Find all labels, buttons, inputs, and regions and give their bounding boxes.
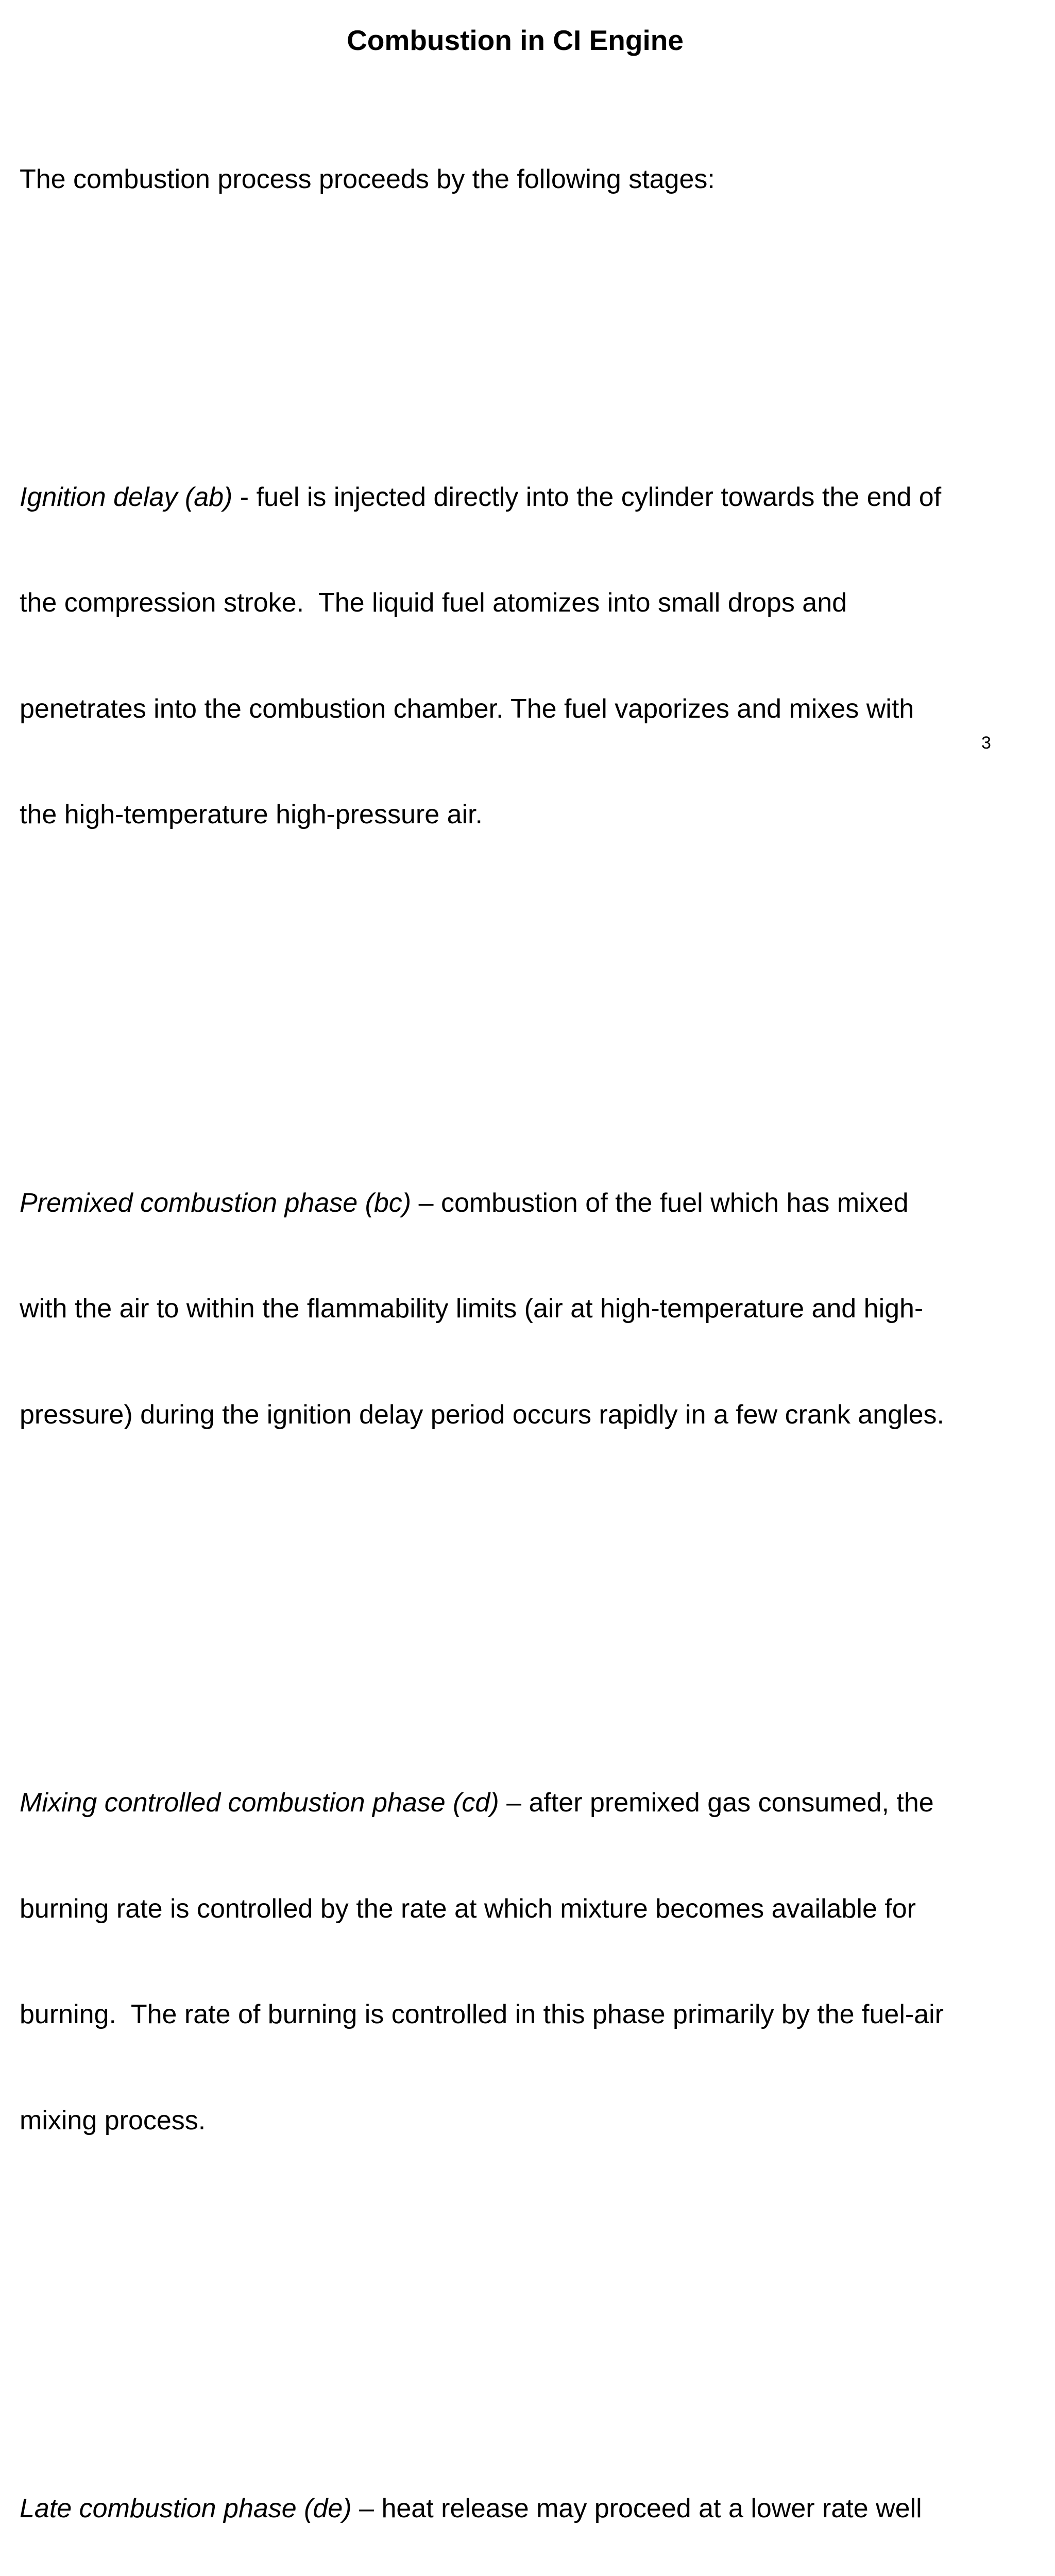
stage-ignition-delay bbox=[20, 409, 1045, 903]
stage-line: mixing process. bbox=[20, 2105, 206, 2136]
stage-premixed-combustion bbox=[20, 1115, 1045, 1503]
stage-term: Ignition delay (ab) bbox=[20, 482, 233, 512]
stage-late-combustion bbox=[20, 2420, 1045, 2576]
stage-line: pressure) during the ignition delay period occurs rapidly in a few crank angles. bbox=[20, 1399, 944, 1430]
stage-line: burning rate is controlled by the rate at which mixture becomes available for bbox=[20, 1893, 916, 1924]
stage-term: Mixing controlled combustion phase (cd) bbox=[20, 1788, 499, 1818]
stage-term: Premixed combustion phase (bc) bbox=[20, 1188, 412, 1218]
stage-text: – after premixed gas consumed, the bbox=[499, 1788, 934, 1818]
page-number: 3 bbox=[981, 733, 991, 753]
stage-line bbox=[20, 2491, 1045, 2527]
stage-line: the high-temperature high-pressure air. bbox=[20, 800, 483, 829]
stage-line: the compression stroke. The liquid fuel atomizes into small drops and bbox=[20, 588, 847, 618]
paragraph-spacer bbox=[20, 1573, 1045, 1609]
slide-body bbox=[20, 91, 1045, 2576]
stage-mixing-controlled-combustion bbox=[20, 1715, 1045, 2209]
intro-text: The combustion process proceeds by the following stages: bbox=[20, 164, 715, 194]
stage-line: burning. The rate of burning is controlled in this phase primarily by the fuel-air bbox=[20, 1999, 944, 2029]
stage-term: Late combustion phase (de) bbox=[20, 2494, 352, 2523]
stage-line bbox=[20, 1185, 1045, 1221]
paragraph-spacer bbox=[20, 2279, 1045, 2315]
slide-title: Combustion in CI Engine bbox=[347, 24, 684, 56]
stage-line: penetrates into the combustion chamber. The fuel vaporizes and mixes with bbox=[20, 693, 914, 724]
stage-text: – heat release may proceed at a lower rate well bbox=[351, 2494, 922, 2523]
stage-line bbox=[20, 480, 1045, 515]
stage-line: with the air to within the flammability limits (air at high-temperature and high- bbox=[20, 1294, 924, 1324]
paragraph-spacer bbox=[20, 974, 1045, 1009]
paragraph-spacer bbox=[20, 268, 1045, 303]
stage-line bbox=[20, 1785, 1045, 1821]
stage-text: - fuel is injected directly into the cylinder towards the end of bbox=[232, 482, 942, 512]
stage-text: – combustion of the fuel which has mixed bbox=[411, 1188, 909, 1218]
